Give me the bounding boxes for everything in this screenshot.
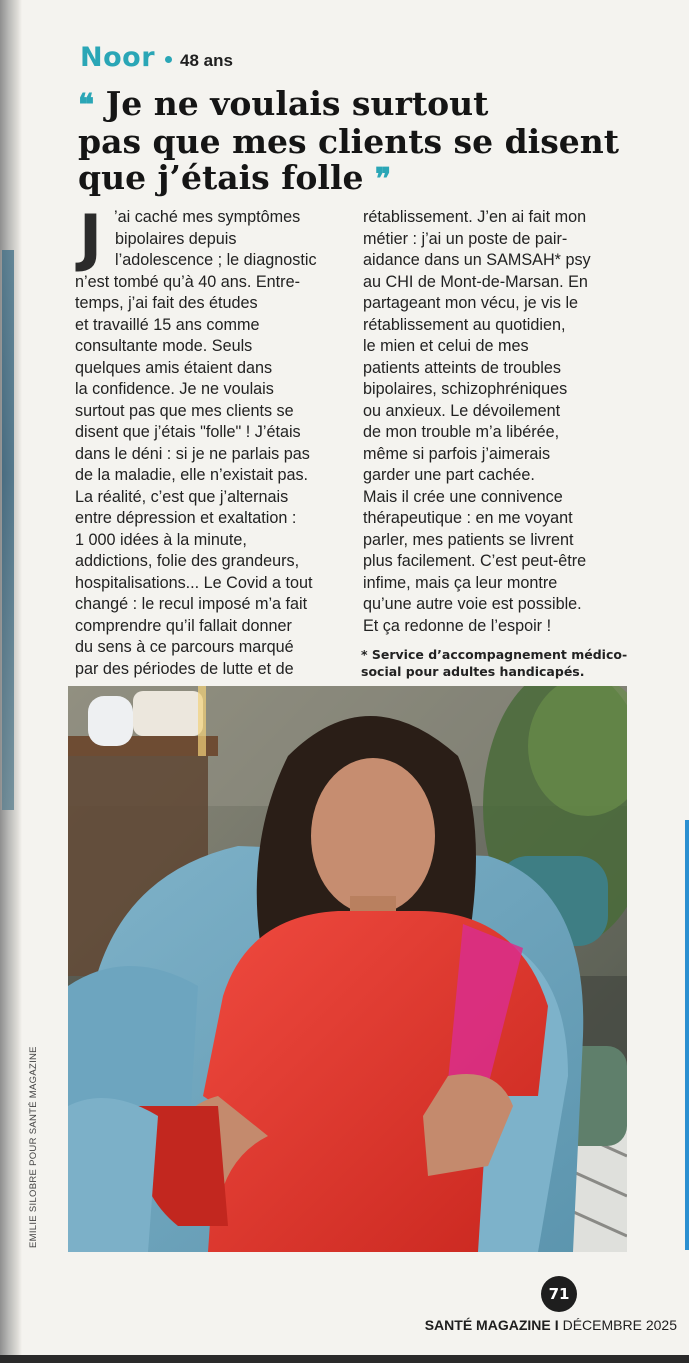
article-line: l’adolescence ; le diagnostic xyxy=(115,251,317,269)
article-line: par des périodes de lutte et de xyxy=(75,659,294,678)
article-line: surtout pas que mes clients se xyxy=(75,401,294,420)
article-line: disent que j’étais "folle" ! J’étais xyxy=(75,423,301,441)
article-line: 1 000 idées à la minute, xyxy=(75,530,247,549)
article-line: bipolaires, schizophréniques xyxy=(363,380,568,398)
article-line: au CHI de Mont-de-Marsan. En xyxy=(363,272,588,291)
portrait-photo xyxy=(68,686,627,1252)
close-quote-icon: ❞ xyxy=(374,162,392,197)
article-line: Et ça redonne de l’espoir ! xyxy=(363,616,552,635)
article-line: aidance dans un SAMSAH* psy xyxy=(363,251,591,269)
article-line: dans le déni : si je ne parlais pas xyxy=(75,444,310,463)
article-line: entre dépression et exaltation : xyxy=(75,509,297,527)
article-line: métier : j’ai un poste de pair- xyxy=(363,229,568,248)
headline-line: que j’étais folle xyxy=(78,158,364,197)
article-line: patients atteints de troubles xyxy=(363,358,561,377)
article-line: du sens à ce parcours marqué xyxy=(75,638,294,656)
headline xyxy=(78,86,638,198)
page-bottom-edge xyxy=(0,1355,689,1363)
drop-cap: J xyxy=(79,201,103,274)
article-line: plus facilement. C’est peut-être xyxy=(363,552,587,570)
headline-line: pas que mes clients se disent xyxy=(78,122,620,161)
article-line: La réalité, c’est que j’alternais xyxy=(75,487,289,506)
article-line: rétablissement au quotidien, xyxy=(363,315,566,334)
article-line: le mien et celui de mes xyxy=(363,337,529,355)
person-age: 48 ans xyxy=(180,51,233,70)
article-line: infime, mais ça leur montre xyxy=(363,573,558,592)
article-line: thérapeutique : en me voyant xyxy=(363,509,573,527)
open-quote-icon: ❝ xyxy=(78,88,95,123)
article-line: ou anxieux. Le dévoilement xyxy=(363,401,561,420)
article-line: et travaillé 15 ans comme xyxy=(75,315,260,334)
footnote: * Service d’accompagnement médico-social pour adultes handicapés. xyxy=(361,647,628,679)
article-header xyxy=(80,42,233,73)
article-line: changé : le recul imposé m’a fait xyxy=(75,595,308,613)
magazine-name: SANTÉ MAGAZINE xyxy=(424,1317,551,1333)
article-line: partageant mon vécu, je vis le xyxy=(363,294,579,312)
magazine-footer xyxy=(425,1317,677,1333)
article-line: de la maladie, elle n’existait pas. xyxy=(75,466,309,484)
page-number: 71 xyxy=(541,1276,577,1312)
article-line: n’est tombé qu’à 40 ans. Entre- xyxy=(75,272,300,291)
headline-line: Je ne voulais surtout xyxy=(105,84,489,123)
article-line: consultante mode. Seuls xyxy=(75,337,253,355)
bullet-dot xyxy=(165,56,172,63)
article-line: de mon trouble m’a libérée, xyxy=(363,423,560,441)
footer-separator: I xyxy=(554,1317,559,1333)
article-line: parler, mes patients se livrent xyxy=(363,530,574,549)
article-line: qu’une autre voie est possible. xyxy=(363,595,582,613)
article-line: ’ai caché mes symptômes xyxy=(114,208,301,226)
article-line: hospitalisations... Le Covid a tout xyxy=(75,573,313,592)
article-line: comprendre qu’il fallait donner xyxy=(75,616,292,635)
article-line: rétablissement. J’en ai fait mon xyxy=(363,208,587,226)
person-name: Noor xyxy=(80,42,156,73)
photo-credit: EMILIE SILOBRE POUR SANTÉ MAGAZINE xyxy=(28,1046,39,1248)
article-line: garder une part cachée. xyxy=(363,466,535,484)
issue-date: DÉCEMBRE 2025 xyxy=(562,1317,677,1333)
article-line: temps, j’ai fait des études xyxy=(75,294,258,312)
article-line: addictions, folie des grandeurs, xyxy=(75,552,300,570)
article-line: Mais il crée une connivence xyxy=(363,487,563,506)
article-line: la confidence. Je ne voulais xyxy=(75,380,274,398)
article-line: bipolaires depuis xyxy=(115,229,237,248)
facing-page-edge xyxy=(2,250,14,810)
next-page-edge xyxy=(685,820,689,1250)
article-line: même si parfois j’aimerais xyxy=(363,444,551,463)
article-line: quelques amis étaient dans xyxy=(75,358,273,377)
